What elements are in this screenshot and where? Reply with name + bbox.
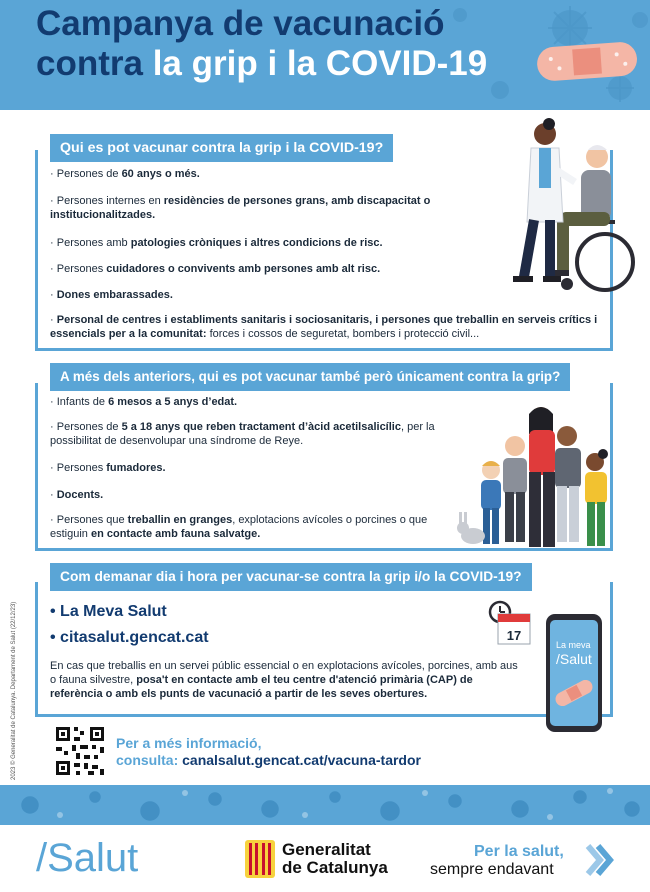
list-item: · Persones cuidadores o convivents amb persones amb alt risc. (50, 263, 381, 275)
salut-logo: /Salut (36, 836, 139, 880)
bandage-icon (536, 41, 638, 82)
info-consulta: consulta: (116, 752, 183, 768)
section-2-title: A més dels anteriors, qui es pot vacunar també però únicament contra la grip? (50, 363, 570, 391)
list-item: · Persones de 5 a 18 anys que reben tractament d’àcid acetilsalicílic, per la possibilitat de desenvolupar una síndrome de Reye. (50, 421, 435, 447)
calendar-icon (484, 600, 534, 648)
list-item: · Personal de centres i establiments sanitaris i sociosanitaris, i persones que treballin en serveis crítics i essencials per a la comunitat: forces i cossos de seguretat, bombers i protecció civil... (50, 314, 598, 340)
list-item: · Persones internes en residències de persones grans, amb discapacitat o institucionalitzades. (50, 195, 431, 221)
header-banner (0, 0, 650, 110)
info-line1: Per a més informació, (116, 735, 262, 751)
phone-text-salut: /Salut (556, 651, 592, 667)
page-title-line1: Campanya de vacunació (36, 4, 445, 43)
phone-screen (550, 620, 598, 726)
virus-pattern (0, 785, 650, 825)
footer (0, 825, 650, 892)
phone-text-la-meva: La meva (556, 640, 591, 650)
side-credit: 2023 © Generalitat de Catalunya. Departament de Salut (22/12/23) (11, 601, 17, 780)
contact-paragraph: En cas que treballis en un servei públic essencial o en explotacions avícoles, porcines, amb aus o fauna silvestre, posa't en contacte amb el teu centre d'atenció primària (CAP) de referència o amb els punts de vacunació a partir de les seves obertures. (50, 660, 518, 700)
qr-code[interactable] (54, 725, 106, 777)
calendar-day: 17 (506, 628, 522, 643)
family-illustration (455, 400, 615, 555)
list-item: · Dones embarassades. (50, 289, 173, 301)
bullet-citasalut-link[interactable]: • citasalut.gencat.cat (50, 629, 209, 646)
generalitat-line1: Generalitat (282, 840, 371, 859)
list-item: · Persones de 60 anys o més. (50, 168, 200, 180)
slogan-line1: Per la salut, (474, 843, 564, 860)
list-item: · Infants de 6 mesos a 5 anys d’edat. (50, 396, 238, 408)
info-line2 (116, 752, 421, 768)
list-item: · Persones fumadores. (50, 462, 166, 474)
phone-illustration (546, 614, 602, 732)
section-1-title: Qui es pot vacunar contra la grip i la COVID-19? (50, 134, 393, 162)
generalitat-line2: de Catalunya (282, 858, 388, 877)
virus-band (0, 785, 650, 825)
page-title-line2 (36, 44, 487, 84)
section-3-title: Com demanar dia i hora per vacunar-se contra la grip i/o la COVID-19? (50, 563, 532, 591)
list-item: · Persones amb patologies cròniques i altres condicions de risc. (50, 237, 383, 249)
double-chevron-icon (584, 843, 616, 877)
bandage-icon (552, 680, 596, 706)
title-highlight: la grip i la COVID-19 (152, 44, 488, 83)
list-item: · Docents. (50, 489, 104, 501)
generalitat-logo-icon (245, 840, 275, 878)
slogan-line2: sempre endavant (430, 861, 554, 878)
list-item: · Persones que treballin en granges, explotacions avícoles o porcines o que estiguin en contacte amb fauna salvatge. (50, 514, 428, 540)
bullet-la-meva-salut[interactable]: • La Meva Salut (50, 603, 167, 620)
info-url-link[interactable]: canalsalut.gencat.cat/vacuna-tardor (182, 752, 421, 768)
title-contra: contra (36, 44, 153, 83)
nurse-patient-illustration (505, 112, 640, 297)
